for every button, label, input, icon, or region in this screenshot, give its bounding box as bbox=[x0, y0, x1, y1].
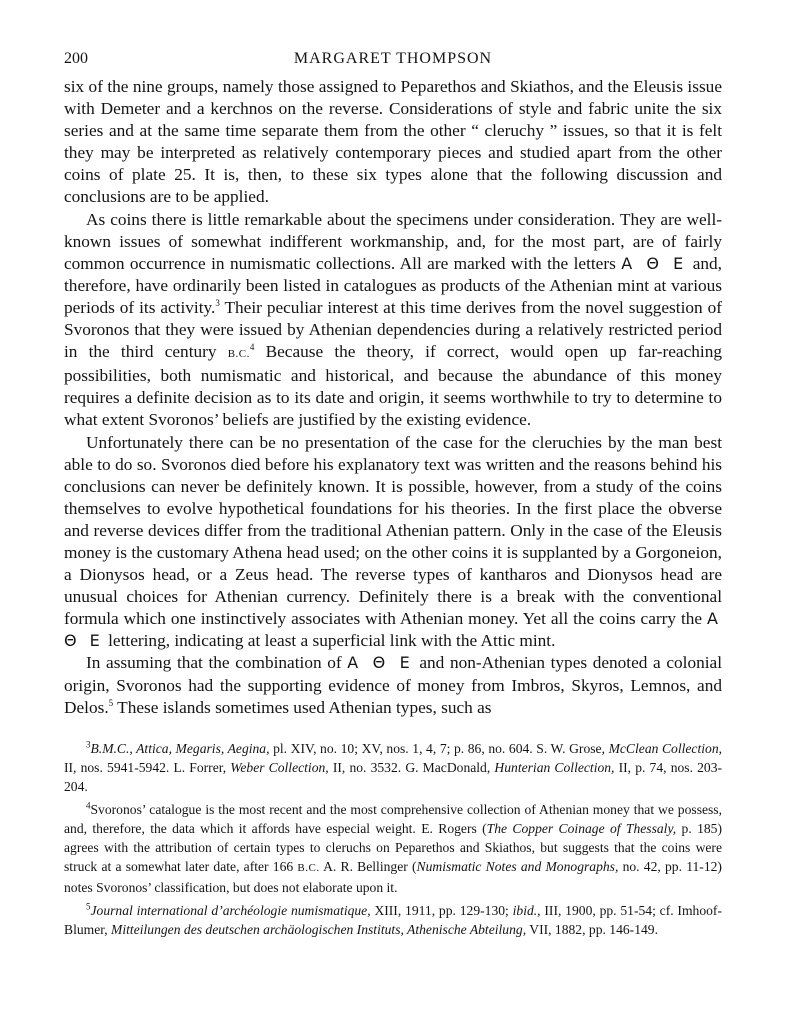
footnote-5-ibid: ibid., bbox=[512, 902, 541, 918]
footnote-3 bbox=[64, 739, 722, 796]
paragraph-4-text-b: and non-Athenian types denoted a colonial origin, Svoronos had the supporting evidence of money from Imbros, Skyros, Lemnos, and Delos. bbox=[64, 653, 723, 717]
paragraph-3-text-a: Unfortunately there can be no presentation of the case for the cleruchies by the man best able to do so. Svoronos died before his explanatory text was written and the reasons behind his conclusions can never be definitely known. It is possible, however, from a study of the coins themselves to evolve hypothetical foundations for his theories. In the first place the obverse and reverse devices differ from the traditional Athenian pattern. Only in the case of the Eleusis money is the customary Athena head used; on the other coins it is supplanted by a Gorgoneion, a Dionysos head, or a Zeus head. The reverse types of kantharos and Dionysos head are unusual choices for Athenian currency. Definitely there is a break with the conventional formula which one instinctively associates with Athenian money. Yet all the coins carry the bbox=[64, 432, 722, 629]
paragraph-4-text-a: In assuming that the combination of bbox=[86, 653, 342, 673]
paragraph-3 bbox=[64, 432, 722, 653]
paragraph-2-text-b: and, therefore, have ordinarily been listed in catalogues as products of the Athenian mint at various periods of its activity. bbox=[64, 253, 722, 317]
footnote-4-text-d: A. R. Bellinger ( bbox=[323, 858, 417, 874]
running-head: MARGARET THOMPSON bbox=[293, 50, 493, 67]
greek-letters: Α Θ Ε bbox=[347, 653, 414, 673]
paragraph-1-text: six of the nine groups, namely those assigned to Peparethos and Skiathos, and the Eleusis issue with Demeter and a kerchnos on the reverse. Considerations of style and fabric unite the six series and at the same time separate them from the other “ cleruchy ” issues, so that it is felt they may be interpreted as relatively contemporary pieces and studied apart from the other coins of plate 25. It is, then, to these six types alone that the following discussion and conclusions are to be applied. bbox=[64, 77, 722, 207]
footnote-4-text-f: no. 42, pp. 11-12) notes Svoronos’ classification, but does not elaborate upon it. bbox=[64, 858, 722, 895]
footnote-4-mark: 4 bbox=[86, 800, 91, 811]
paragraph-1 bbox=[64, 76, 722, 209]
footnote-4-title-e: Numismatic Notes and Monographs, bbox=[416, 858, 619, 874]
footnote-5-mark: 5 bbox=[86, 901, 91, 912]
paragraph-3-text-b: lettering, indicating at least a superficial link with the Attic mint. bbox=[108, 631, 556, 651]
footnote-3-text-d: II, nos. 5941-5942. L. Forrer, bbox=[64, 759, 227, 775]
era-abbreviation: B.C. bbox=[227, 348, 250, 361]
footnote-4-text-a: Svoronos’ catalogue is the most recent and the most comprehensive collection of Athenian money that we possess, and, therefore, the data which it affords have especial weight. E. Rogers ( bbox=[64, 801, 722, 836]
page-number: 200 bbox=[64, 50, 88, 67]
footnote-3-title-g: Hunterian Collection, bbox=[494, 759, 615, 775]
footnote-ref-4[interactable]: 4 bbox=[249, 342, 255, 353]
footnote-3-text-b: pl. XIV, no. 10; XV, nos. 1, 4, 7; p. 86, no. 604. S. W. Grose, bbox=[273, 740, 605, 756]
footnote-4-title-b: The Copper Coinage of Thessaly, bbox=[486, 820, 677, 836]
paragraph-4-text-c: These islands sometimes used Athenian types, such as bbox=[117, 697, 492, 717]
footnote-3-mark: 3 bbox=[86, 739, 91, 750]
paragraph-2-text-a: As coins there is little remarkable about the specimens under consideration. They are well-known issues of somewhat indifferent workmanship, and, for the most part, are of fairly common occurrence in numismatic collections. All are marked with the letters bbox=[64, 209, 722, 273]
footnote-3-title-e: Weber Collection, bbox=[230, 759, 329, 775]
paragraph-2 bbox=[64, 209, 722, 432]
paragraph-2-text-d: Because the theory, if correct, would open up far-reaching possibilities, both numismatic and historical, and because the abundance of this money requires a definite decision as to its date and origin, it seems worthwhile to try to determine to what extent Svoronos’ beliefs are justified by the existing evidence. bbox=[64, 342, 722, 430]
footnote-5-text-f: VII, 1882, pp. 146-149. bbox=[529, 921, 658, 937]
greek-letters: Α Θ Ε bbox=[64, 609, 722, 651]
footnote-3-title-a: B.M.C., Attica, Megaris, Aegina, bbox=[90, 740, 270, 756]
footnote-5-title-a: Journal international d’archéologie numismatique, bbox=[90, 902, 371, 918]
footnote-4-text-c: p. 185) agrees with the attribution of certain types to cleruchs on Peparethos and Skiathos, but suggests that the coins were struck at a somewhat later date, after 166 bbox=[64, 820, 722, 874]
footnote-5-text-b: XIII, 1911, pp. 129-130; bbox=[374, 902, 509, 918]
footnote-3-text-f: II, no. 3532. G. MacDonald, bbox=[332, 759, 491, 775]
footnote-5 bbox=[64, 901, 722, 939]
paragraph-2-text-c: Their peculiar interest at this time derives from the novel suggestion of Svoronos that they were issued by Athenian dependencies during a relatively restricted period in the third century bbox=[64, 297, 722, 362]
footnote-4-era: B.C. bbox=[297, 861, 320, 874]
footnote-ref-3[interactable]: 3 bbox=[215, 298, 220, 309]
footnotes bbox=[64, 739, 722, 939]
paragraph-4 bbox=[64, 652, 722, 718]
body-text bbox=[64, 76, 722, 719]
footnote-5-title-e: Mitteilungen des deutschen archäologischen Instituts, Athenische Abteilung, bbox=[111, 921, 527, 937]
page bbox=[64, 50, 722, 939]
footnote-3-title-c: McClean Collection, bbox=[608, 740, 723, 756]
footnote-ref-5[interactable]: 5 bbox=[108, 697, 114, 708]
page-header bbox=[64, 50, 722, 76]
footnote-4 bbox=[64, 800, 722, 897]
footnote-3-text-h: II, p. 74, nos. 203-204. bbox=[64, 759, 723, 794]
greek-letters: Α Θ Ε bbox=[621, 253, 688, 273]
footnote-5-text-d: III, 1900, pp. 51-54; cf. Imhoof-Blumer, bbox=[64, 902, 722, 937]
